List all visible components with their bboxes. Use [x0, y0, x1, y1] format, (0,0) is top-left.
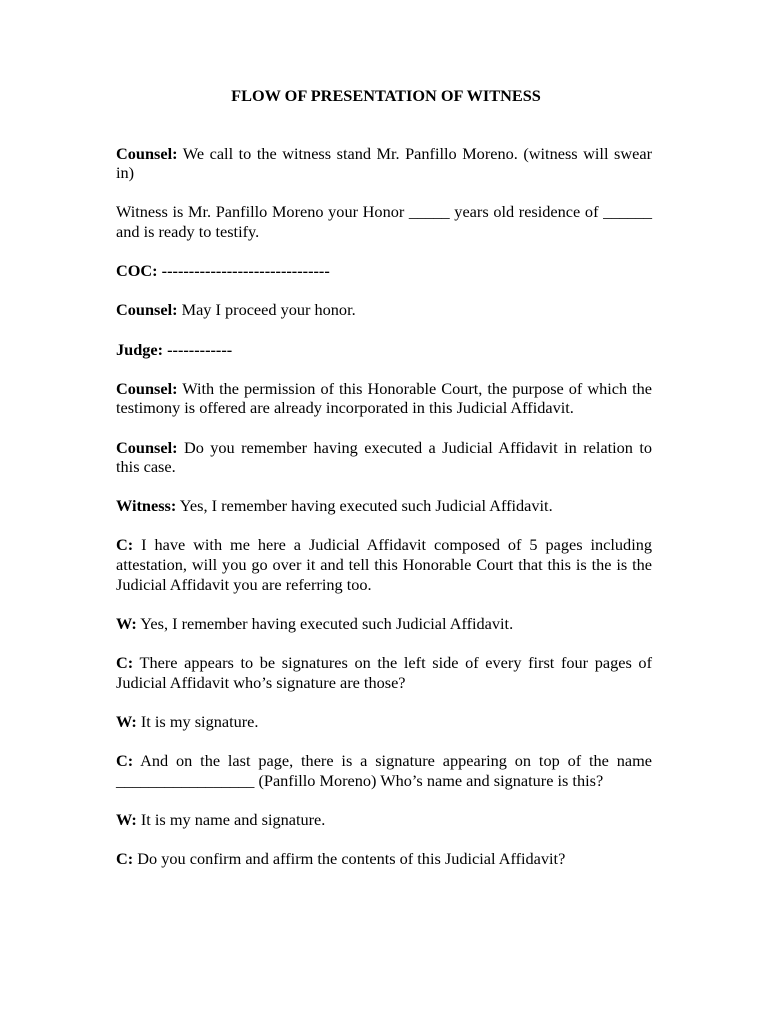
- paragraph-text: It is my name and signature.: [136, 809, 326, 829]
- speaker-label: Counsel:: [116, 143, 178, 163]
- speaker-label: W:: [116, 711, 137, 731]
- paragraph-text: Yes, I remember having executed such Judicial Affidavit.: [136, 613, 514, 633]
- paragraph-text: With the permission of this Honorable Court, the purpose of which the testimony is offered are already incorporated in this Judicial Affidavit.: [116, 378, 652, 418]
- speaker-label: Counsel:: [116, 378, 178, 398]
- paragraph: [116, 810, 652, 830]
- paragraph: [116, 496, 652, 516]
- speaker-label: C:: [116, 653, 134, 673]
- paragraph-text: It is my signature.: [136, 711, 259, 731]
- paragraph: [116, 144, 652, 183]
- paragraph: [116, 261, 652, 281]
- paragraph-text: Witness is Mr. Panfillo Moreno your Honor _____ years old residence of ______ and is ready to testify.: [116, 202, 652, 241]
- paragraph: [116, 712, 652, 732]
- speaker-label: Counsel:: [116, 300, 178, 320]
- paragraph: [116, 438, 652, 477]
- paragraph: [116, 340, 652, 360]
- paragraph-text: May I proceed your honor.: [177, 300, 356, 320]
- paragraph-text: Do you remember having executed a Judicial Affidavit in relation to this case.: [116, 437, 652, 477]
- paragraph-text: We call to the witness stand Mr. Panfillo Moreno. (witness will swear in): [116, 143, 652, 183]
- paragraph-text: ------------: [163, 339, 233, 359]
- speaker-label: Witness:: [116, 496, 177, 516]
- paragraph-text: I have with me here a Judicial Affidavit composed of 5 pages including attestation, will you go over it and tell this Honorable Court that this is the is the Judicial Affidavit you are referring too.: [116, 535, 652, 594]
- speaker-label: Counsel:: [116, 437, 178, 457]
- speaker-label: Judge:: [116, 339, 164, 359]
- document-page: [116, 86, 652, 888]
- paragraph: [116, 653, 652, 692]
- paragraph: [116, 614, 652, 634]
- speaker-label: C:: [116, 848, 134, 868]
- paragraph: [116, 300, 652, 320]
- speaker-label: C:: [116, 535, 134, 555]
- paragraph: [116, 535, 652, 594]
- paragraph-text: Do you confirm and affirm the contents of this Judicial Affidavit?: [133, 848, 566, 868]
- document-title: FLOW OF PRESENTATION OF WITNESS: [231, 86, 541, 105]
- paragraph: [116, 849, 652, 869]
- paragraph: [116, 379, 652, 418]
- paragraph-text: There appears to be signatures on the left side of every first four pages of Judicial Affidavit who’s signature are those?: [116, 653, 652, 692]
- paragraph-text: -------------------------------: [157, 261, 330, 281]
- paragraph-text: Yes, I remember having executed such Judicial Affidavit.: [176, 496, 553, 516]
- paragraph-text: And on the last page, there is a signature appearing on top of the name _________________ (Panfillo Moreno) Who’s name and signature is this?: [116, 751, 652, 790]
- speaker-label: W:: [116, 613, 137, 633]
- speaker-label: C:: [116, 751, 134, 770]
- speaker-label: W:: [116, 809, 137, 829]
- speaker-label: COC:: [116, 261, 158, 281]
- paragraph: [116, 202, 652, 241]
- paragraph: [116, 751, 652, 790]
